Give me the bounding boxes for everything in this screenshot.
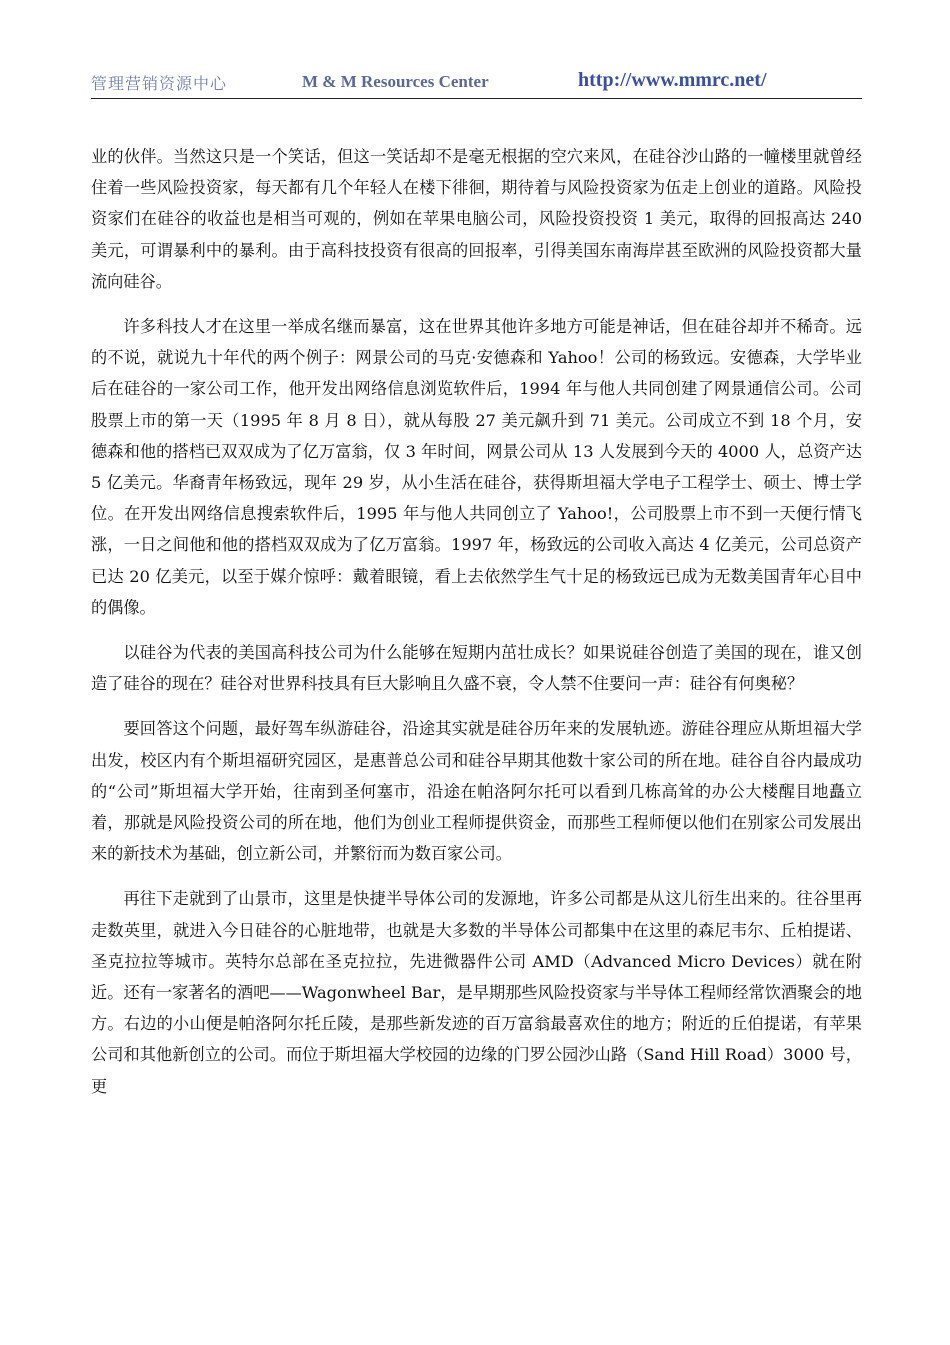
- header-url-link[interactable]: http://www.mmrc.net/: [578, 69, 767, 91]
- paragraph-3: 以硅谷为代表的美国高科技公司为什么能够在短期内茁壮成长？如果说硅谷创造了美国的现在，谁又创造了硅谷的现在？硅谷对世界科技具有巨大影响且久盛不衰，令人禁不住要问一声：硅谷有何奥秘？: [91, 643, 862, 694]
- paragraph-5: 再往下走就到了山景市，这里是快捷半导体公司的发源地，许多公司都是从这儿衍生出来的。往谷里再走数英里，就进入今日硅谷的心脏地带，也就是大多数的半导体公司都集中在这里的森尼韦尔、丘柏提诺、圣克拉拉等城市。英特尔总部在圣克拉拉，先进微器件公司 AMD（Advanced Micro Devices）就在附近。还有一家著名的酒吧——Wagonwheel Bar，是早期那些风险投资家与半导体工程师经常饮酒聚会的地方。右边的小山便是帕洛阿尔托丘陵，是那些新发迹的百万富翁最喜欢住的地方；附近的丘伯提诺，有苹果公司和其他新创立的公司。而位于斯坦福大学校园的边缘的门罗公园沙山路（Sand Hill Road）3000 号，更: [91, 889, 862, 1096]
- document-body: [91, 141, 862, 1116]
- paragraph-4: 要回答这个问题，最好驾车纵游硅谷，沿途其实就是硅谷历年来的发展轨迹。游硅谷理应从斯坦福大学出发，校区内有个斯坦福研究园区，是惠普总公司和硅谷早期其他数十家公司的所在地。硅谷自谷内最成功的“公司”斯坦福大学开始，往南到圣何塞市，沿途在帕洛阿尔托可以看到几栋高耸的办公大楼醒目地矗立着，那就是风险投资公司的所在地，他们为创业工程师提供资金，而那些工程师便以他们在别家公司发展出来的新技术为基础，创立新公司，并繁衍而为数百家公司。: [91, 719, 862, 864]
- header-en-title: M & M Resources Center: [302, 72, 489, 91]
- header-cn-title: 管理营销资源中心: [91, 74, 228, 93]
- paragraph-1: 业的伙伴。当然这只是一个笑话，但这一笑话却不是毫无根据的空穴来风，在硅谷沙山路的一幢楼里就曾经住着一些风险投资家，每天都有几个年轻人在楼下徘徊，期待着与风险投资家为伍走上创业的道路。风险投资家们在硅谷的收益也是相当可观的，例如在苹果电脑公司，风险投资投资 1 美元，取得的回报高达 240 美元，可谓暴利中的暴利。由于高科技投资有很高的回报率，引得美国东南海岸甚至欧洲的风险投资都大量流向硅谷。: [91, 147, 862, 291]
- page-header: [91, 68, 862, 99]
- paragraph-2: 许多科技人才在这里一举成名继而暴富，这在世界其他许多地方可能是神话，但在硅谷却并不稀奇。远的不说，就说九十年代的两个例子：网景公司的马克·安德森和 Yahoo！公司的杨致远。安德森，大学毕业后在硅谷的一家公司工作，他开发出网络信息浏览软件后，1994 年与他人共同创建了网景通信公司。公司股票上市的第一天（1995 年 8 月 8 日），就从每股 27 美元飙升到 71 美元。公司成立不到 18 个月，安德森和他的搭档已双双成为了亿万富翁，仅 3 年时间，网景公司从 13 人发展到今天的 4000 人，总资产达 5 亿美元。华裔青年杨致远，现年 29 岁，从小生活在硅谷，获得斯坦福大学电子工程学士、硕士、博士学位。在开发出网络信息搜索软件后，1995 年与他人共同创立了 Yahoo!，公司股票上市不到一天便行情飞涨，一日之间他和他的搭档双双成为了亿万富翁。1997 年，杨致远的公司收入高达 4 亿美元，公司总资产已达 20 亿美元，以至于媒介惊呼：戴着眼镜，看上去依然学生气十足的杨致远已成为无数美国青年心目中的偶像。: [91, 317, 862, 617]
